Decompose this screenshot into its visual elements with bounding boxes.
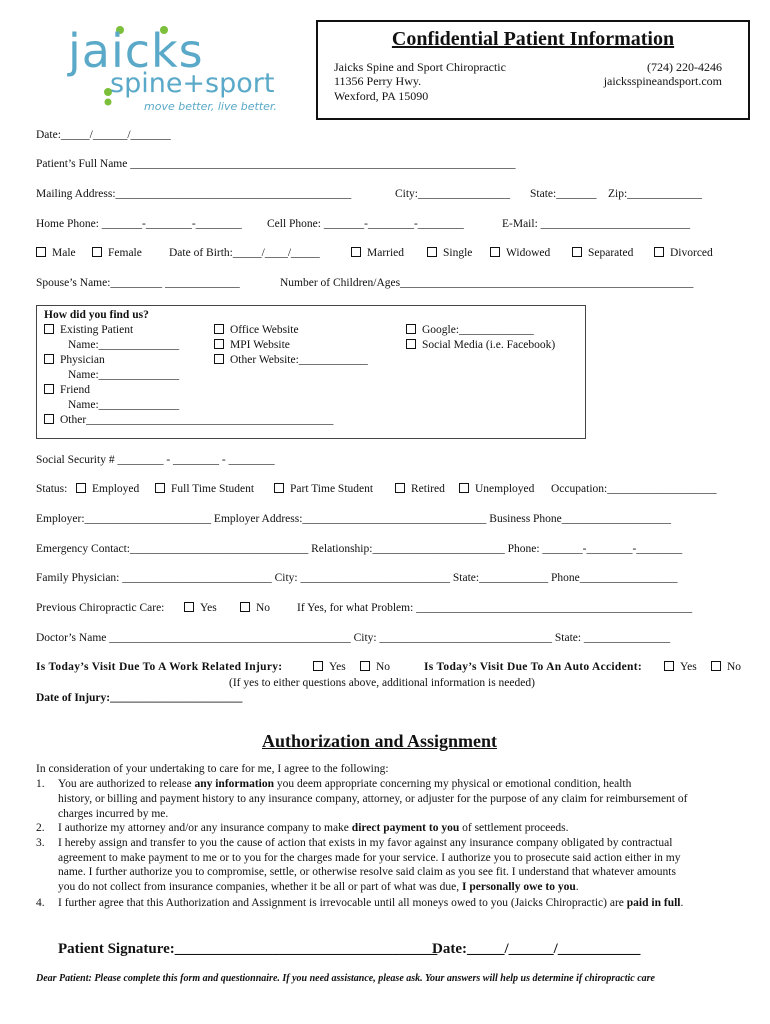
auth-item-1-line3: charges incurred by me. xyxy=(58,808,169,820)
text: of settlement proceeds. xyxy=(459,822,569,834)
checkbox[interactable] xyxy=(406,324,416,334)
cell-phone-field[interactable]: Cell Phone: _______-________-________ xyxy=(267,218,464,230)
family-physician-row[interactable]: Family Physician: __________________________ City: __________________________ State:____________ Phone_________________ xyxy=(36,572,678,584)
text: I authorize my attorney and/or any insurance company to make xyxy=(58,822,352,834)
checkbox[interactable] xyxy=(406,339,416,349)
header-box xyxy=(316,20,750,120)
friend-option[interactable] xyxy=(44,384,90,396)
work-injury-label: Is Today’s Visit Due To A Work Related Injury: xyxy=(36,661,283,673)
logo-tagline: move better, live better. xyxy=(144,100,277,113)
checkbox[interactable] xyxy=(44,324,54,334)
checkbox[interactable] xyxy=(664,661,674,671)
married-label: Married xyxy=(367,247,405,259)
occupation-field[interactable]: Occupation:___________________ xyxy=(551,483,717,495)
text-bold: paid in full xyxy=(626,897,681,909)
practice-website: jaicksspineandsport.com xyxy=(603,74,722,88)
ssn-field[interactable]: Social Security # ________ - ________ - ________ xyxy=(36,454,275,466)
other-website-label: Other Website:____________ xyxy=(230,354,368,366)
separated-label: Separated xyxy=(588,247,634,259)
injury-note: (If yes to either questions above, additional information is needed) xyxy=(229,677,535,689)
work-injury-no[interactable] xyxy=(360,661,390,673)
single-label: Single xyxy=(443,247,473,259)
employed-option[interactable] xyxy=(76,483,139,495)
logo xyxy=(60,22,300,122)
other-label: Other___________________________________________ xyxy=(60,414,334,426)
checkbox[interactable] xyxy=(459,483,469,493)
retired-label: Retired xyxy=(411,483,445,495)
auth-item-3-line3: name. I further authorize you to compromise, settle, or otherwise resolve said claim as you see fit. I understand that whatever amounts xyxy=(58,866,676,878)
auth-item-3-line2: agreement to make payment to me or to you for the charges made for your service. I authorize you to prosecute said action either in my xyxy=(58,852,681,864)
office-website-option[interactable] xyxy=(214,324,299,336)
checkbox[interactable] xyxy=(76,483,86,493)
google-label: Google:_____________ xyxy=(422,324,534,336)
physician-name-field[interactable]: Name:______________ xyxy=(68,369,180,381)
date-of-injury-field[interactable]: Date of Injury:_______________________ xyxy=(36,692,243,704)
parttime-option[interactable] xyxy=(274,483,373,495)
page-title: Confidential Patient Information xyxy=(391,28,675,50)
mpi-website-label: MPI Website xyxy=(230,339,290,351)
social-media-label: Social Media (i.e. Facebook) xyxy=(422,339,556,351)
text: You are authorized to release xyxy=(58,778,195,790)
referral-box xyxy=(36,305,586,439)
logo-word1: jaicks xyxy=(68,24,204,78)
employer-row[interactable]: Employer:______________________ Employer Address:________________________________ Business Phone___________________ xyxy=(36,513,672,525)
home-phone-field[interactable]: Home Phone: _______-________-________ xyxy=(36,218,242,230)
male-label: Male xyxy=(52,247,76,259)
signature-field[interactable]: Patient Signature:___________________________________ xyxy=(58,941,438,957)
checkbox[interactable] xyxy=(274,483,284,493)
checkbox[interactable] xyxy=(572,247,582,257)
prev-chiro-problem-field[interactable]: If Yes, for what Problem: ________________________________________________ xyxy=(297,602,693,614)
single-option[interactable] xyxy=(427,247,472,259)
mpi-website-option[interactable] xyxy=(214,339,290,351)
physician-label: Physician xyxy=(60,354,105,366)
unemployed-label: Unemployed xyxy=(475,483,535,495)
other-option[interactable] xyxy=(44,414,333,426)
yes-label: Yes xyxy=(329,661,346,673)
no-label: No xyxy=(376,661,391,673)
practice-address2: Wexford, PA 15090 xyxy=(334,89,429,103)
fulltime-option[interactable] xyxy=(155,483,254,495)
children-field[interactable]: Number of Children/Ages___________________________________________________ xyxy=(280,277,694,289)
female-option[interactable] xyxy=(92,247,142,259)
physician-option[interactable] xyxy=(44,354,105,366)
checkbox[interactable] xyxy=(184,602,194,612)
yes-label: Yes xyxy=(680,661,697,673)
checkbox[interactable] xyxy=(214,354,224,364)
checkbox[interactable] xyxy=(44,414,54,424)
prev-chiro-no[interactable] xyxy=(240,602,270,614)
checkbox[interactable] xyxy=(711,661,721,671)
auth-item-4-num: 4. xyxy=(36,897,45,909)
married-option[interactable] xyxy=(351,247,404,259)
text: . xyxy=(575,881,579,893)
office-website-label: Office Website xyxy=(230,324,299,336)
auth-item-2-num: 2. xyxy=(36,822,45,834)
friend-label: Friend xyxy=(60,384,91,396)
female-label: Female xyxy=(108,247,142,259)
text: I further agree that this Authorization and Assignment is irrevocable until all moneys owed to you (Jaicks Chiropractic) are xyxy=(58,897,627,909)
referral-title: How did you find us? xyxy=(44,309,149,321)
logo-word2: spine+sport xyxy=(110,68,275,99)
fulltime-label: Full Time Student xyxy=(171,483,255,495)
social-media-option[interactable] xyxy=(406,339,555,351)
friend-name-field[interactable]: Name:______________ xyxy=(68,399,180,411)
checkbox[interactable] xyxy=(654,247,664,257)
dob-field[interactable]: Date of Birth:_____/____/_____ xyxy=(169,247,320,259)
existing-patient-label: Existing Patient xyxy=(60,324,134,336)
auth-item-3-line1: I hereby assign and transfer to you the cause of action that exists in my favor against any insurance company obligated by contractual xyxy=(58,837,673,849)
signature-date-field[interactable]: Date:_____/______/___________ xyxy=(432,941,641,957)
other-website-option[interactable] xyxy=(214,354,368,366)
no-label: No xyxy=(727,661,742,673)
practice-address1: 11356 Perry Hwy. xyxy=(334,74,422,88)
status-label: Status: xyxy=(36,483,68,495)
date-field[interactable]: Date:_____/______/_______ xyxy=(36,129,171,141)
google-option[interactable] xyxy=(406,324,534,336)
zip-field[interactable]: Zip:_____________ xyxy=(608,188,702,200)
checkbox[interactable] xyxy=(490,247,500,257)
text-bold: any information xyxy=(194,778,275,790)
prev-chiro-yes[interactable] xyxy=(184,602,217,614)
emergency-row[interactable]: Emergency Contact:_______________________________ Relationship:_______________________ Phone: _______-________-________ xyxy=(36,543,683,555)
divorced-option[interactable] xyxy=(654,247,713,259)
widowed-option[interactable] xyxy=(490,247,550,259)
doctor-row[interactable]: Doctor’s Name __________________________________________ City: ______________________________ State: _______________ xyxy=(36,632,671,644)
auto-accident-yes[interactable] xyxy=(664,661,697,673)
checkbox[interactable] xyxy=(155,483,165,493)
auth-item-1-line1 xyxy=(58,778,631,790)
widowed-label: Widowed xyxy=(506,247,551,259)
checkbox[interactable] xyxy=(427,247,437,257)
checkbox[interactable] xyxy=(395,483,405,493)
text-bold: direct payment to you xyxy=(351,822,460,834)
footer-note: Dear Patient: Please complete this form and questionnaire. If you need assistance, please ask. Your answers will help us determine if chiropractic care xyxy=(36,973,655,984)
checkbox[interactable] xyxy=(360,661,370,671)
mailing-address-field[interactable]: Mailing Address:_________________________________________ xyxy=(36,188,352,200)
employed-label: Employed xyxy=(92,483,140,495)
checkbox[interactable] xyxy=(214,324,224,334)
text: you do not collect from insurance companies, whether it be all or part of what was due, xyxy=(58,881,462,893)
checkbox[interactable] xyxy=(92,247,102,257)
checkbox[interactable] xyxy=(44,384,54,394)
unemployed-option[interactable] xyxy=(459,483,534,495)
auth-item-1-line2: history, or billing and payment history to any insurance company, attorney, or adjuster for the purpose of any claim for reimbursement of xyxy=(58,793,688,805)
text: you deem appropriate concerning my physical or emotional condition, health xyxy=(274,778,632,790)
no-label: No xyxy=(256,602,271,614)
auto-accident-no[interactable] xyxy=(711,661,741,673)
checkbox[interactable] xyxy=(240,602,250,612)
checkbox[interactable] xyxy=(36,247,46,257)
full-name-field[interactable]: Patient’s Full Name ___________________________________________________________________ xyxy=(36,158,516,170)
existing-patient-option[interactable] xyxy=(44,324,133,336)
spouse-name-field[interactable]: Spouse’s Name:_________ _____________ xyxy=(36,277,240,289)
checkbox[interactable] xyxy=(351,247,361,257)
auth-item-4-line1 xyxy=(58,897,683,909)
retired-option[interactable] xyxy=(395,483,445,495)
prev-chiro-label: Previous Chiropractic Care: xyxy=(36,602,165,614)
parttime-label: Part Time Student xyxy=(290,483,374,495)
checkbox[interactable] xyxy=(44,354,54,364)
checkbox[interactable] xyxy=(214,339,224,349)
city-field[interactable]: City:________________ xyxy=(395,188,511,200)
text: . xyxy=(680,897,684,909)
existing-name-field[interactable]: Name:______________ xyxy=(68,339,180,351)
checkbox[interactable] xyxy=(313,661,323,671)
practice-phone: (724) 220-4246 xyxy=(647,60,722,74)
auth-item-3-line4 xyxy=(58,881,579,893)
email-field[interactable]: E-Mail: __________________________ xyxy=(502,218,691,230)
practice-name: Jaicks Spine and Sport Chiropractic xyxy=(334,60,506,74)
text-bold: I personally owe to you xyxy=(461,881,576,893)
auth-item-1-num: 1. xyxy=(36,778,45,790)
auto-accident-label: Is Today’s Visit Due To An Auto Accident: xyxy=(424,661,642,673)
auth-item-2-line1 xyxy=(58,822,568,834)
state-field[interactable]: State:_______ xyxy=(530,188,597,200)
divorced-label: Divorced xyxy=(670,247,713,259)
auth-item-3-num: 3. xyxy=(36,837,45,849)
auth-intro: In consideration of your undertaking to care for me, I agree to the following: xyxy=(36,763,389,775)
male-option[interactable] xyxy=(36,247,76,259)
work-injury-yes[interactable] xyxy=(313,661,346,673)
auth-title: Authorization and Assignment xyxy=(262,731,498,751)
separated-option[interactable] xyxy=(572,247,633,259)
yes-label: Yes xyxy=(200,602,217,614)
